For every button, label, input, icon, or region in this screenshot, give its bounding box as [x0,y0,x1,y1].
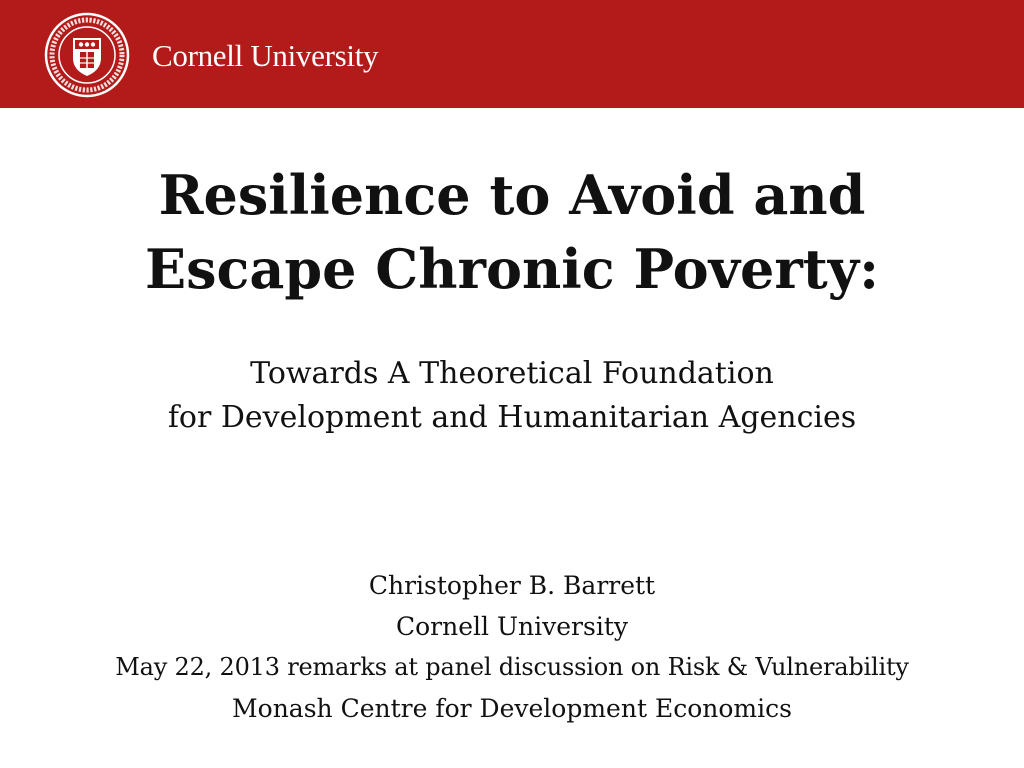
author-name: Christopher B. Barrett [368,571,656,600]
author-block [0,565,1024,729]
header-bar [0,0,1024,108]
cornell-seal-icon [44,12,130,98]
slide-title-line-2: Escape Chronic Poverty: [144,237,880,301]
author-affiliation: Cornell University [396,612,628,641]
slide-title-line-1: Resilience to Avoid and [158,163,866,227]
slide-subtitle [0,352,1024,440]
slide-subtitle-line-1: Towards A Theoretical Foundation [250,356,774,391]
slide-title [0,158,1024,306]
event-description: May 22, 2013 remarks at panel discussion on Risk & Vulnerability [115,653,909,681]
slide-subtitle-line-2: for Development and Humanitarian Agencies [167,400,857,435]
brand-name: Cornell University [152,38,379,73]
event-venue: Monash Centre for Development Economics [232,694,792,723]
